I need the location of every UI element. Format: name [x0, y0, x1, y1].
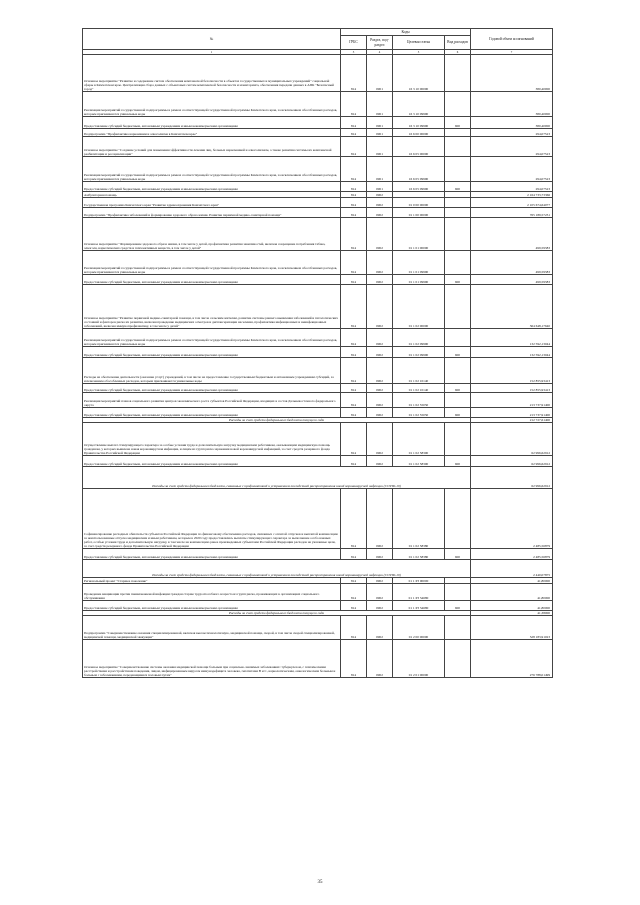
row-expense-type: [445, 208, 471, 218]
row-grbs: 814: [341, 601, 367, 611]
header-rzpr: Раздел, под-раздел: [367, 36, 393, 50]
row-sum: 765 189,57231: [471, 208, 553, 218]
table-row: [83, 218, 553, 251]
row-sum: 41,80000: [471, 578, 553, 584]
row-name: Основное мероприятие "Создание условий для повышения эффективности лечения лиц, больных наркоманией и алкоголизмом, а также развития системы их комплексной реабилитации и ресоциализации": [83, 137, 341, 157]
row-grbs: 814: [341, 275, 367, 285]
row-expense-type: [445, 285, 471, 329]
row-grbs: 814: [341, 157, 367, 182]
row-sum: 2 485,56879: [471, 489, 553, 549]
row-section: 0902: [367, 384, 393, 393]
row-section: 0902: [367, 640, 393, 678]
row-section: 0902: [367, 393, 393, 408]
row-expense-type: 600: [445, 456, 471, 467]
row-target-article: 01 1 02 58380: [393, 489, 445, 549]
budget-table: [82, 28, 553, 678]
row-sum: 62 996,62912: [471, 456, 553, 467]
table-row: [83, 92, 553, 117]
row-section: 0902: [367, 423, 393, 456]
row-grbs: 814: [341, 358, 367, 384]
row-name: Предоставление субсидий бюджетным, автономным учреждениям и иным некоммерческим организациям: [83, 456, 341, 467]
header-sum: Годовой объем ассигнований: [471, 29, 553, 50]
row-sum: 2 164 733,73366: [471, 192, 553, 198]
row-grbs: 814: [341, 198, 367, 208]
note-row: [83, 560, 553, 578]
row-sum: 213 737,91400: [471, 393, 553, 408]
row-section: 0902: [367, 578, 393, 584]
row-name: Основное мероприятие "Совершенствование системы оказания медицинской помощи больным при социально-значимых заболеваниях: туберкулезом, с психическими расстройствами и расстройствами поведения, лицам, инфицированным вирусом иммунодефицита человека, гепатитами B и C, наркологическим, онкологическим больным и больным с заболеваниями, передающимися половым путем": [83, 640, 341, 678]
row-name: Предоставление субсидий бюджетным, автономным учреждениям и иным некоммерческим организациям: [83, 601, 341, 611]
table-row: [83, 584, 553, 601]
row-section: 0902: [367, 489, 393, 549]
row-name: Проведение вакцинации против пневмококковой инфекции граждан старше трудоспособного возраста из групп риска, проживающих в организациях социального обслуживания: [83, 584, 341, 601]
row-grbs: 814: [341, 192, 367, 198]
row-section: 0902: [367, 218, 393, 251]
row-name: Реализация мероприятий государственной подпрограммы в рамках соответствующей государственной программы Камчатского края, за исключением обособленных расходов, которым присваиваются уникальные коды: [83, 92, 341, 117]
row-name: Подпрограмма "Профилактика заболеваний и формирование здорового образа жизни. Развитие первичной медико-санитарной помощи": [83, 208, 341, 218]
table-row: [83, 489, 553, 549]
row-section: 0902: [367, 251, 393, 275]
row-grbs: 814: [341, 92, 367, 117]
header-grbs: ГРБС: [341, 36, 367, 50]
row-name: Региональный проект "Старшее поколение": [83, 578, 341, 584]
row-section: 0901: [367, 137, 393, 157]
row-name: Предоставление субсидий бюджетным, автономным учреждениям и иным некоммерческим организациям: [83, 182, 341, 192]
row-note: Расходы за счет средств федерального бюджета, связанные с профилактикой и устранением последствий распространения новой коронавирусной инфекции (COVID-19): [83, 560, 471, 578]
row-expense-type: [445, 198, 471, 208]
row-section: 0902: [367, 208, 393, 218]
row-sum: 380,40000: [471, 117, 553, 129]
row-section: 0902: [367, 584, 393, 601]
row-grbs: 814: [341, 489, 367, 549]
row-target-article: 01 1 02 55050: [393, 393, 445, 408]
table-row: [83, 285, 553, 329]
header-vr: Вид расходов: [445, 36, 471, 50]
row-expense-type: [445, 137, 471, 157]
row-note: Расходы за счет средств федерального бюджета текущего года: [83, 611, 471, 616]
row-target-article: 01 1 02 09990: [393, 329, 445, 347]
column-number: 1: [83, 50, 341, 55]
row-sum: 152 855,93413: [471, 384, 553, 393]
table-row: [83, 157, 553, 182]
row-name: Государственная программа Камчатского края "Развитие здравоохранения Камчатского края": [83, 198, 341, 208]
table-row: [83, 329, 553, 347]
row-expense-type: 600: [445, 601, 471, 611]
row-grbs: 814: [341, 393, 367, 408]
row-name: Осуществление выплат стимулирующего характера за особые условия труда и дополнительную нагрузку медицинским работникам, оказывающим медицинскую помощь гражданам, у которых выявлена новая коронавирусная инфекция, и лицам из групп риска заражения новой коронавирусной инфекцией, за счет средств резервного фонда Правительства Российской Федерации: [83, 423, 341, 456]
row-target-article: 16 3 10 09990: [393, 92, 445, 117]
row-target-article: 01 1 02 10140: [393, 358, 445, 384]
row-sum: 499,59383: [471, 251, 553, 275]
row-expense-type: 600: [445, 408, 471, 418]
row-name: Подпрограмма "Профилактика наркомании и алкоголизма в Камчатском крае": [83, 129, 341, 137]
row-target-article: 01 1 02 58380: [393, 549, 445, 560]
table-row: [83, 137, 553, 157]
row-target-article: 01 1 P3 54680: [393, 601, 445, 611]
table-row: [83, 640, 553, 678]
row-section: 0902: [367, 549, 393, 560]
row-expense-type: [445, 423, 471, 456]
row-note: Расходы за счет средств федерального бюджета текущего года: [83, 418, 471, 423]
table-row: [83, 358, 553, 384]
row-sum: 62 996,62912: [471, 467, 553, 489]
row-grbs: 814: [341, 218, 367, 251]
row-target-article: 01 1 02 00000: [393, 285, 445, 329]
row-grbs: 814: [341, 384, 367, 393]
row-expense-type: [445, 329, 471, 347]
row-section: 0902: [367, 285, 393, 329]
row-name: Предоставление субсидий бюджетным, автономным учреждениям и иным некоммерческим организациям: [83, 117, 341, 129]
row-section: 0902: [367, 275, 393, 285]
row-target-article: 01 2 00 00000: [393, 616, 445, 640]
row-sum: 41,80000: [471, 584, 553, 601]
row-expense-type: [445, 157, 471, 182]
row-target-article: 16 6 00 00000: [393, 129, 445, 137]
table-row: [83, 251, 553, 275]
row-grbs: 814: [341, 137, 367, 157]
table-row: [83, 117, 553, 129]
row-name: Реализация мероприятий государственной подпрограммы в рамках соответствующей государственной программы Камчатского края, за исключением обособленных расходов, которым присваиваются уникальные коды: [83, 251, 341, 275]
row-name: Амбулаторная помощь: [83, 192, 341, 198]
row-expense-type: [445, 251, 471, 275]
row-section: 0902: [367, 329, 393, 347]
row-grbs: 814: [341, 456, 367, 467]
row-expense-type: [445, 584, 471, 601]
row-grbs: 814: [341, 616, 367, 640]
row-expense-type: [445, 616, 471, 640]
row-grbs: 814: [341, 347, 367, 358]
row-name: Реализация мероприятий планов социального развития центров экономического роста субъектов Российской Федерации, входящих в состав Дальневосточного федерального округа: [83, 393, 341, 408]
row-sum: 528 183,91023: [471, 616, 553, 640]
row-expense-type: 600: [445, 182, 471, 192]
column-number: 6: [445, 50, 471, 55]
row-grbs: 814: [341, 329, 367, 347]
row-section: 0902: [367, 192, 393, 198]
table-row: [83, 616, 553, 640]
row-name: Предоставление субсидий бюджетным, автономным учреждениям и иным некоммерческим организациям: [83, 275, 341, 285]
row-expense-type: [445, 358, 471, 384]
row-expense-type: [445, 640, 471, 678]
row-sum: 2 440,07875: [471, 560, 553, 578]
table-row: [83, 55, 553, 92]
table-row: [83, 601, 553, 611]
row-expense-type: 600: [445, 117, 471, 129]
row-sum: 380,40000: [471, 55, 553, 92]
row-target-article: 16 6 05 09990: [393, 157, 445, 182]
row-name: Реализация мероприятий государственной подпрограммы в рамках соответствующей государственной программы Камчатского края, за исключением обособленных расходов, которым присваиваются уникальные коды: [83, 157, 341, 182]
row-grbs: 814: [341, 182, 367, 192]
row-name: Софинансирование расходных обязательств субъектов Российской Федерации по финансовому обеспечению расходов, связанных с оплатой отпусков и выплатой компенсации за неиспользованные отпуска медицинским и иным работникам, которым в 2020 году предоставлялись выплаты стимулирующего характера за выполнение особо важных работ, особые условия труда и дополнительную нагрузку, в том числе на компенсацию ранее произведенных субъектами Российской Федерации расходов на указанные цели, за счет средств резервного фонда Правительства Российской Федерации: [83, 489, 341, 549]
row-target-article: 16 6 05 00000: [393, 137, 445, 157]
row-grbs: 814: [341, 117, 367, 129]
page-number: 35: [317, 880, 323, 885]
row-grbs: 814: [341, 578, 367, 584]
row-expense-type: 600: [445, 384, 471, 393]
row-name: Расходы на обеспечение деятельности (оказание услуг) учреждений, в том числе на предоставление государственным бюджетным и автономным учреждениям субсидий, за исключением обособленных расходов, которым присваиваются уникальные коды: [83, 358, 341, 384]
row-section: 0901: [367, 117, 393, 129]
table-row: [83, 423, 553, 456]
row-section: 0902: [367, 601, 393, 611]
row-name: Подпрограмма "Совершенствование оказания специализированной, включая высокотехнологичную, медицинской помощи, скорой, в том числе скорой специализированной, медицинской помощи, медицинской эвакуации": [83, 616, 341, 640]
row-sum: 41,38000: [471, 611, 553, 616]
row-expense-type: [445, 92, 471, 117]
column-number: 5: [393, 50, 445, 55]
row-expense-type: 600: [445, 275, 471, 285]
row-expense-type: [445, 489, 471, 549]
row-target-article: 01 0 00 00000: [393, 198, 445, 208]
row-name: Предоставление субсидий бюджетным, автономным учреждениям и иным некоммерческим организациям: [83, 408, 341, 418]
row-sum: 152 855,93413: [471, 358, 553, 384]
row-grbs: 814: [341, 423, 367, 456]
row-target-article: 01 1 01 00000: [393, 218, 445, 251]
row-expense-type: [445, 393, 471, 408]
row-name: Реализация мероприятий государственной подпрограммы в рамках соответствующей государственной программы Камчатского края, за исключением обособленных расходов, которым присваиваются уникальные коды: [83, 329, 341, 347]
row-section: 0902: [367, 616, 393, 640]
table-row: [83, 549, 553, 560]
header-codes: Коды: [341, 29, 471, 36]
row-target-article: 01 2 01 00000: [393, 640, 445, 678]
budget-table-page: [82, 28, 552, 678]
row-grbs: 814: [341, 584, 367, 601]
row-section: 0901: [367, 129, 393, 137]
row-target-article: 01 1 02 09990: [393, 347, 445, 358]
row-sum: 2 485,56879: [471, 549, 553, 560]
header-no: №: [83, 29, 341, 50]
table-row: [83, 182, 553, 192]
table-row: [83, 347, 553, 358]
row-section: 0901: [367, 157, 393, 182]
row-sum: 364 648,17640: [471, 285, 553, 329]
header-csr: Целевая статья: [393, 36, 445, 50]
row-target-article: 16 6 05 09990: [393, 182, 445, 192]
table-body: [83, 55, 553, 678]
row-section: 0902: [367, 347, 393, 358]
row-target-article: 01 1 P3 00000: [393, 578, 445, 584]
row-expense-type: 600: [445, 549, 471, 560]
row-sum: 132 592,13044: [471, 329, 553, 347]
row-sum: 212 727,61400: [471, 418, 553, 423]
row-target-article: 01 1 01 09990: [393, 251, 445, 275]
table-row: [83, 456, 553, 467]
row-sum: 499,59383: [471, 275, 553, 285]
row-section: 0902: [367, 198, 393, 208]
row-grbs: 814: [341, 640, 367, 678]
table-row: [83, 275, 553, 285]
row-target-article: 16 3 10 09990: [393, 117, 445, 129]
table-row: [83, 198, 553, 208]
row-grbs: 814: [341, 285, 367, 329]
table-row: [83, 129, 553, 137]
table-row: [83, 393, 553, 408]
row-expense-type: 600: [445, 347, 471, 358]
row-target-article: 01 1 02 58300: [393, 456, 445, 467]
row-grbs: 814: [341, 549, 367, 560]
row-note: Расходы за счет средств федерального бюджета, связанные с профилактикой и устранением последствий распространения новой коронавирусной инфекции (COVID-19): [83, 467, 471, 489]
column-number: 4: [367, 50, 393, 55]
row-grbs: 814: [341, 208, 367, 218]
row-name: Предоставление субсидий бюджетным, автономным учреждениям и иным некоммерческим организациям: [83, 549, 341, 560]
row-expense-type: [445, 55, 471, 92]
row-section: 0902: [367, 408, 393, 418]
row-sum: 62 996,62912: [471, 423, 553, 456]
row-sum: 294,07523: [471, 182, 553, 192]
row-target-article: 16 3 10 00000: [393, 55, 445, 92]
row-name: Основное мероприятие "Формирование здорового образа жизни, в том числе у детей, профилактика развития зависимостей, включая сокращение потребления табака, алкоголя, наркотических средств и психоактивных веществ, в том числе у детей": [83, 218, 341, 251]
column-number: 3: [341, 50, 367, 55]
row-sum: 276 788,01499: [471, 640, 553, 678]
row-target-article: 01 1 00 00000: [393, 208, 445, 218]
row-sum: 41,80000: [471, 601, 553, 611]
row-target-article: 01 1 02 55050: [393, 408, 445, 418]
row-sum: 380,40000: [471, 92, 553, 117]
row-grbs: 814: [341, 251, 367, 275]
row-expense-type: [445, 218, 471, 251]
row-target-article: 01 1 P3 54680: [393, 584, 445, 601]
row-section: 0901: [367, 55, 393, 92]
row-name: Предоставление субсидий бюджетным, автономным учреждениям и иным некоммерческим организациям: [83, 384, 341, 393]
row-sum: 294,07523: [471, 137, 553, 157]
row-target-article: 01 1 02 58300: [393, 423, 445, 456]
row-sum: 132 592,13044: [471, 347, 553, 358]
row-sum: 499,59383: [471, 218, 553, 251]
row-grbs: 814: [341, 55, 367, 92]
row-grbs: 814: [341, 408, 367, 418]
table-row: [83, 384, 553, 393]
table-row: [83, 408, 553, 418]
row-section: 0901: [367, 182, 393, 192]
row-section: 0902: [367, 358, 393, 384]
row-name: Предоставление субсидий бюджетным, автономным учреждениям и иным некоммерческим организациям: [83, 347, 341, 358]
table-row: [83, 208, 553, 218]
row-section: 0902: [367, 456, 393, 467]
row-sum: 294,07523: [471, 129, 553, 137]
row-sum: 213 737,91400: [471, 408, 553, 418]
row-sum: 2 105 674,64077: [471, 198, 553, 208]
row-target-article: 01 1 02 10140: [393, 384, 445, 393]
row-section: 0901: [367, 92, 393, 117]
row-name: Основное мероприятие "Развитие и содержание систем обеспечения комплексной безопасности в объектах государственных и муниципальных учреждений" социальной сферы в Камчатском крае. Централизация сбора данных с объектовых систем комплексной безопасности и мониторинга, обеспечения передачи данных в АПК "Безопасный город": [83, 55, 341, 92]
row-grbs: 814: [341, 129, 367, 137]
column-number: 7: [471, 50, 553, 55]
row-expense-type: [445, 129, 471, 137]
row-target-article: 01 1 01 09990: [393, 275, 445, 285]
row-name: Основное мероприятие "Развитие первичной медико-санитарной помощи, в том числе сельским жителям, развитие системы раннего выявления заболеваний и патологических состояний и факторов риска их развития, включая проведение медицинских осмотров и диспансеризации населения, профилактика инфекционных и неинфекционных заболеваний, включая иммунопрофилактику, в том числе у детей": [83, 285, 341, 329]
row-sum: 294,07523: [471, 157, 553, 182]
note-row: [83, 467, 553, 489]
